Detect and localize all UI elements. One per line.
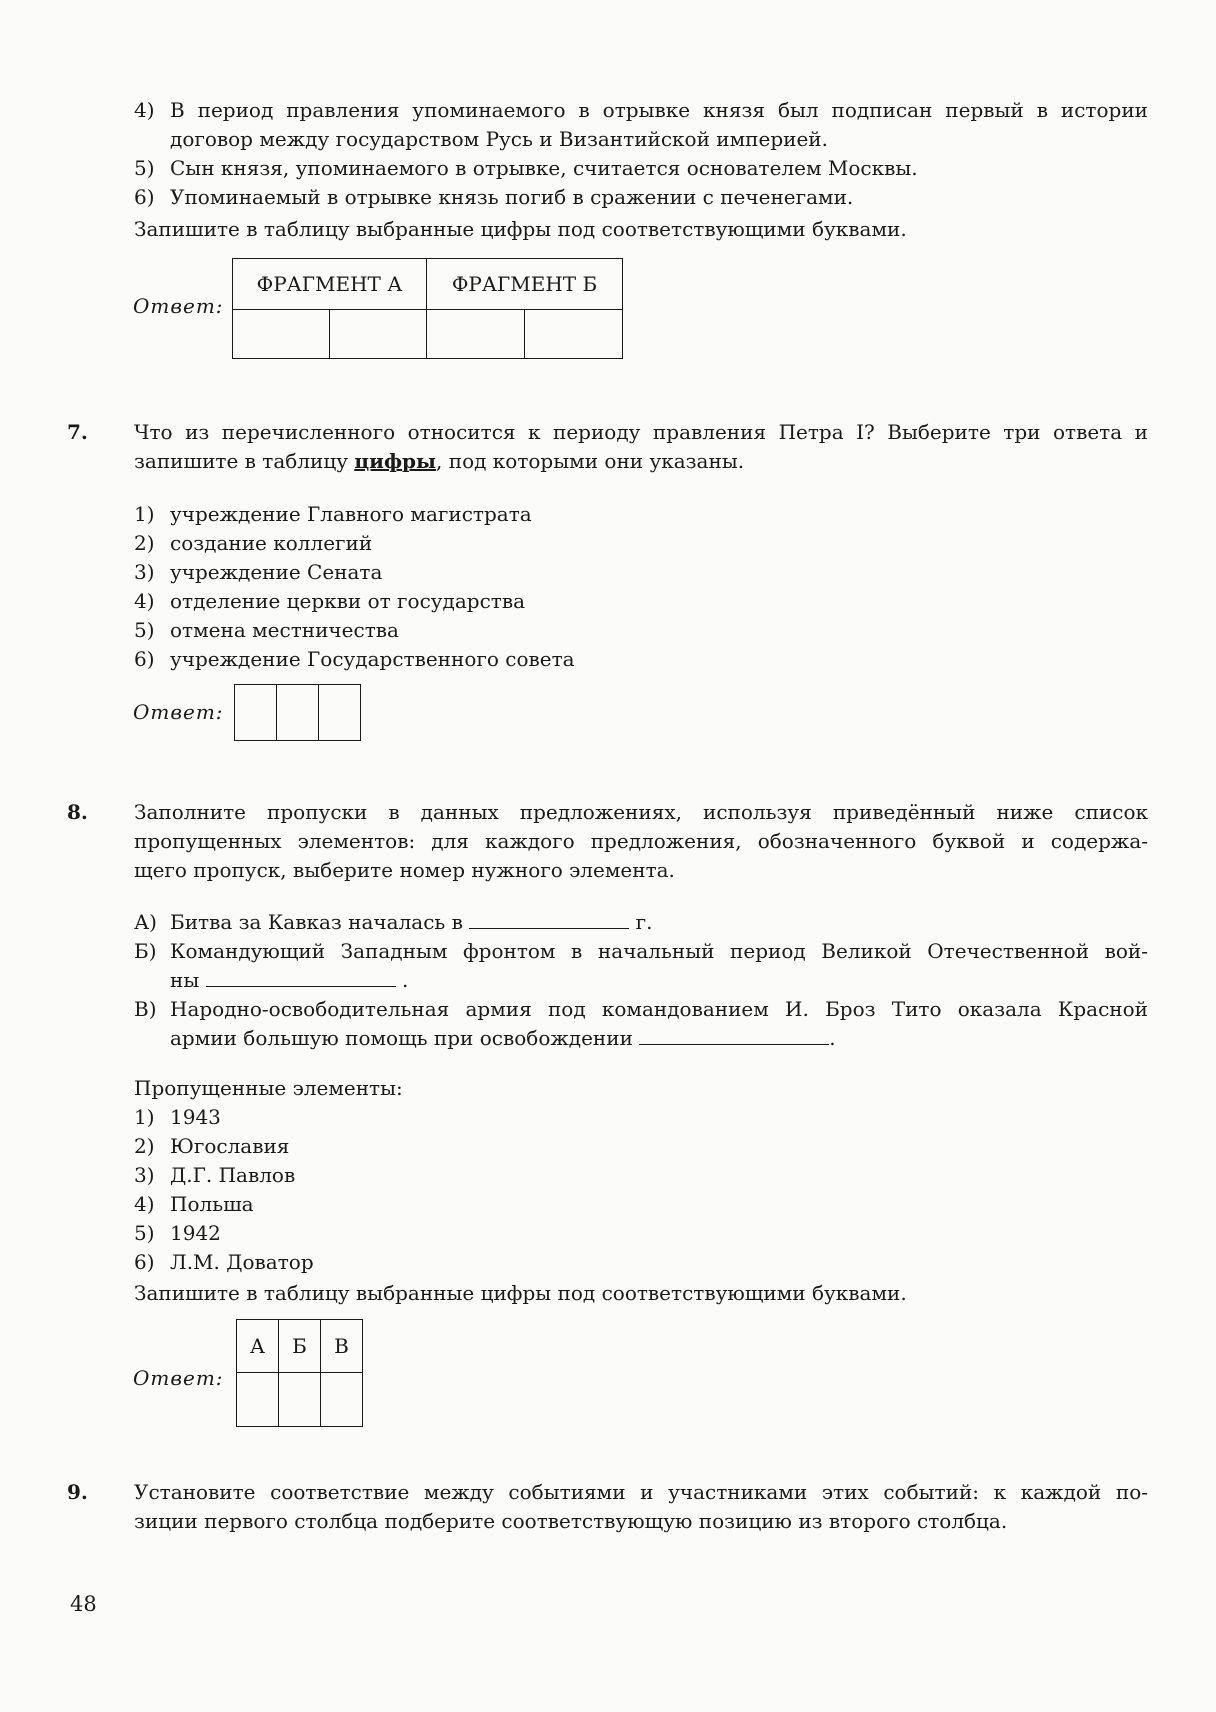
q7-answer-label: Ответ: bbox=[133, 700, 224, 724]
q8-elements-title: Пропущенные элементы: bbox=[134, 1076, 403, 1100]
q6-answer-cell[interactable] bbox=[233, 310, 330, 359]
q8-elements bbox=[134, 1074, 907, 1308]
q6-header-a: ФРАГМЕНТ А bbox=[233, 259, 427, 310]
q8-sentence-b: Б) Командующий Западным фронтом в начальный период Великой Отечественной вой- ны . bbox=[134, 939, 1148, 992]
q7-option: 3) учреждение Сената bbox=[134, 560, 383, 584]
q7-answer-cell[interactable] bbox=[277, 685, 319, 741]
q9-text: Установите соответствие между событиями и участниками этих событий: к каждой по- зиции первого столбца подберите соответствующую позицию из второго столбца. bbox=[134, 1480, 1148, 1533]
q8-blank-a[interactable] bbox=[469, 908, 629, 929]
q7-option: 6) учреждение Государственного совета bbox=[134, 647, 575, 671]
q6-answer-cell[interactable] bbox=[427, 310, 525, 359]
q8-element: 1) 1943 bbox=[134, 1105, 221, 1129]
q7-option: 1) учреждение Главного магистрата bbox=[134, 502, 532, 526]
q8-sentence-a: А) Битва за Кавказ началась в г. bbox=[134, 910, 653, 934]
q8-sentence-c: В) Народно-освободительная армия под командованием И. Броз Тито оказала Красной армии большую помощь при освобождении . bbox=[134, 997, 1148, 1050]
q7-answer-cell[interactable] bbox=[319, 685, 361, 741]
q6-answer-label: Ответ: bbox=[133, 294, 224, 318]
q7-emphasis: цифры bbox=[354, 449, 437, 473]
q8-number: 8. bbox=[67, 800, 88, 824]
q8-element: 5) 1942 bbox=[134, 1221, 221, 1245]
q6-option-4-line1: В период правления упоминаемого в отрывке князя был подписан первый в истории bbox=[170, 98, 1148, 122]
q7-text: Что из перечисленного относится к периоду правления Петра I? Выберите три ответа и запишите в таблицу цифры, под которыми они указаны. bbox=[134, 420, 1148, 473]
q7-options bbox=[134, 500, 575, 674]
q8-element: 6) Л.М. Доватор bbox=[134, 1250, 314, 1274]
q8-blank-c[interactable] bbox=[639, 1024, 829, 1045]
q8-element: 3) Д.Г. Павлов bbox=[134, 1163, 296, 1187]
q8-answer-cell[interactable] bbox=[237, 1373, 279, 1427]
q8-answer-cell[interactable] bbox=[279, 1373, 321, 1427]
q7-option: 4) отделение церкви от государства bbox=[134, 589, 526, 613]
q6-options bbox=[134, 96, 1148, 244]
q6-instruction: Запишите в таблицу выбранные цифры под соответствующими буквами. bbox=[134, 217, 907, 241]
q6-answer-cell[interactable] bbox=[525, 310, 623, 359]
q7-option: 5) отмена местничества bbox=[134, 618, 399, 642]
q8-answer-cell[interactable] bbox=[321, 1373, 363, 1427]
q8-element: 2) Югославия bbox=[134, 1134, 290, 1158]
q6-option-5: 5) Сын князя, упоминаемого в отрывке, считается основателем Москвы. bbox=[134, 156, 918, 180]
page-number: 48 bbox=[70, 1592, 97, 1616]
q8-header-b: Б bbox=[279, 1320, 321, 1373]
q9-number: 9. bbox=[67, 1480, 88, 1504]
q8-instruction: Запишите в таблицу выбранные цифры под соответствующими буквами. bbox=[134, 1281, 907, 1305]
q6-option-4: 4) В период правления упоминаемого в отрывке князя был подписан первый в истории договор между государством Русь и Византийской империей. bbox=[134, 96, 1148, 154]
q8-sentences bbox=[134, 908, 1148, 1053]
q8-header-c: В bbox=[321, 1320, 363, 1373]
q6-option-6: 6) Упоминаемый в отрывке князь погиб в сражении с печенегами. bbox=[134, 185, 854, 209]
q6-answer-table bbox=[232, 258, 623, 359]
q8-text: Заполните пропуски в данных предложениях, используя приведённый ниже список пропущенных элементов: для каждого предложения, обозначенного буквой и содержа- щего пропуск, выберите номер нужного элемента. bbox=[134, 800, 1148, 882]
q8-element: 4) Польша bbox=[134, 1192, 254, 1216]
q8-blank-b[interactable] bbox=[206, 966, 396, 987]
q6-option-4-line2: договор между государством Русь и Византийской империей. bbox=[170, 127, 828, 151]
q6-answer-cell[interactable] bbox=[330, 310, 427, 359]
q8-answer-table bbox=[236, 1319, 363, 1427]
q7-number: 7. bbox=[67, 420, 88, 444]
q6-header-b: ФРАГМЕНТ Б bbox=[427, 259, 623, 310]
q7-answer-cell[interactable] bbox=[235, 685, 277, 741]
q8-answer-label: Ответ: bbox=[133, 1366, 224, 1390]
q7-option: 2) создание коллегий bbox=[134, 531, 373, 555]
q8-header-a: А bbox=[237, 1320, 279, 1373]
q7-answer-table bbox=[234, 684, 361, 741]
